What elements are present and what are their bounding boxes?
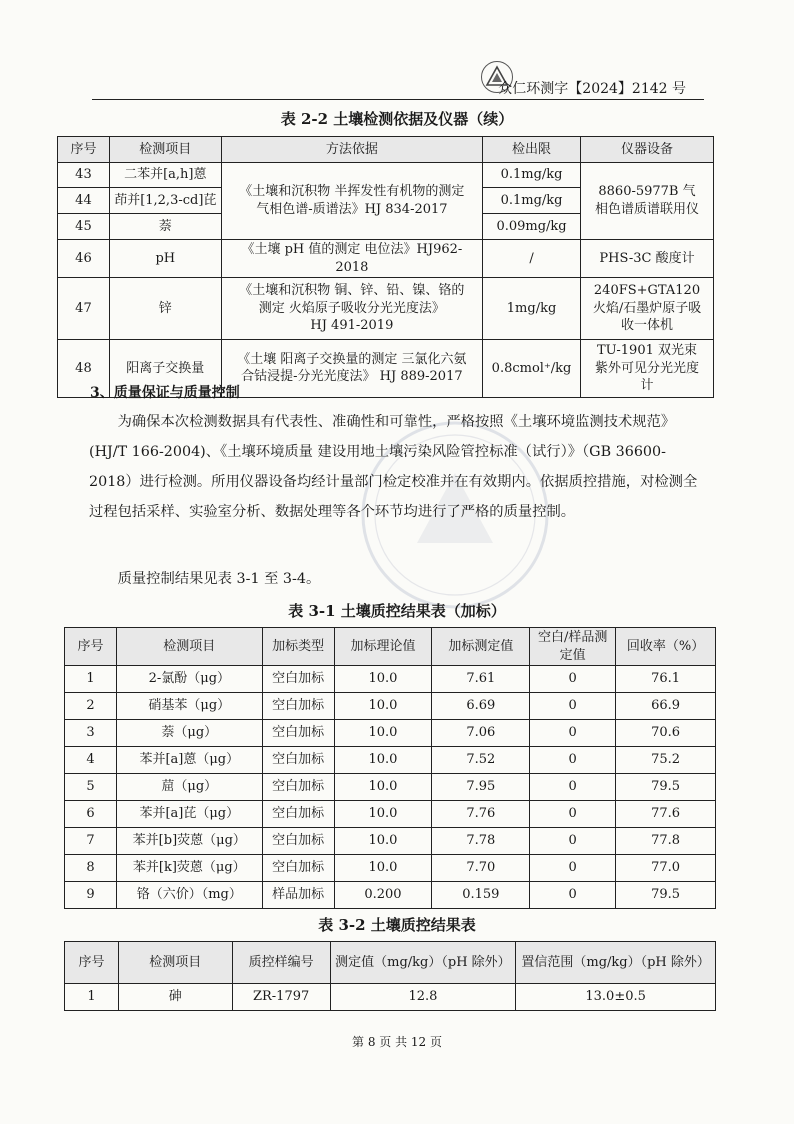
method-basis: 《土壤 pH 值的测定 电位法》HJ962-2018	[221, 240, 482, 278]
column-header: 检测项目	[118, 942, 232, 984]
table-cell: 䓛（μg）	[116, 774, 262, 801]
table-cell: ZR-1797	[232, 984, 330, 1011]
method-line: 测定 火焰原子吸收分光光度法》	[258, 300, 445, 316]
method-basis: 《土壤 阳离子交换量的测定 三氯化六氨合钴浸提-分光光度法》 HJ 889-2017	[221, 340, 482, 398]
method-line: 《土壤和沉积物 铜、锌、铅、镍、铬的	[239, 283, 465, 299]
column-header: 空白/样品测定值	[530, 628, 616, 666]
table-cell: 76.1	[616, 666, 716, 693]
table-cell: 6.69	[432, 693, 530, 720]
table-cell: 空白加标	[262, 747, 334, 774]
row-number: 48	[58, 340, 110, 398]
table-cell: 7.06	[432, 720, 530, 747]
table-cell: 样品加标	[262, 882, 334, 909]
table-cell: 79.5	[616, 774, 716, 801]
table-cell: 空白加标	[262, 693, 334, 720]
table-cell: 空白加标	[262, 828, 334, 855]
equipment: 8860-5977B 气相色谱质谱联用仪	[581, 163, 714, 240]
table-cell: 0	[530, 882, 616, 909]
table-cell: 5	[65, 774, 117, 801]
detection-limit: 0.1mg/kg	[483, 163, 581, 188]
table-cell: 75.2	[616, 747, 716, 774]
table-cell: 9	[65, 882, 117, 909]
table-cell: 2-氯酚（μg）	[116, 666, 262, 693]
column-header: 序号	[58, 137, 110, 163]
table-3-2-caption: 表 3-2 土壤质控结果表	[318, 916, 476, 934]
test-item: 二苯并[a,h]蒽	[109, 163, 221, 188]
table-row	[58, 163, 714, 188]
table-cell: 2	[65, 693, 117, 720]
table-cell: 1	[65, 984, 119, 1011]
column-header: 序号	[65, 628, 117, 666]
table-cell: 10.0	[334, 747, 432, 774]
column-header: 加标类型	[262, 628, 334, 666]
table-cell: 萘（μg）	[116, 720, 262, 747]
table-cell: 苯并[a]蒽（μg）	[116, 747, 262, 774]
table-cell: 13.0±0.5	[516, 984, 716, 1011]
table-cell: 硝基苯（μg）	[116, 693, 262, 720]
column-header: 测定值（mg/kg）（pH 除外）	[330, 942, 516, 984]
table-cell: 空白加标	[262, 801, 334, 828]
table-cell: 77.0	[616, 855, 716, 882]
table-cell: 0	[530, 720, 616, 747]
column-header: 方法依据	[221, 137, 482, 163]
equipment: PHS-3C 酸度计	[581, 240, 714, 278]
equipment	[581, 278, 714, 340]
row-number: 47	[58, 278, 110, 340]
table-cell: 0.159	[432, 882, 530, 909]
table-row	[65, 984, 716, 1011]
column-header: 序号	[65, 942, 119, 984]
table-cell: 10.0	[334, 774, 432, 801]
column-header: 回收率（%）	[616, 628, 716, 666]
table-row	[65, 720, 716, 747]
table-cell: 砷	[118, 984, 232, 1011]
page-number: 第 8 页 共 12 页	[352, 1035, 442, 1049]
column-header: 加标测定值	[432, 628, 530, 666]
document-number: 众仁环测字【2024】2142 号	[498, 81, 686, 97]
column-header: 加标理论值	[334, 628, 432, 666]
test-item: 锌	[109, 278, 221, 340]
table-cell: 0	[530, 828, 616, 855]
detection-limit: 0.1mg/kg	[483, 188, 581, 214]
table-cell: 10.0	[334, 666, 432, 693]
row-number: 46	[58, 240, 110, 278]
column-header: 检测项目	[116, 628, 262, 666]
table-row	[65, 801, 716, 828]
table-cell: 10.0	[334, 855, 432, 882]
table-cell: 空白加标	[262, 720, 334, 747]
table-cell: 苯并[a]芘（μg）	[116, 801, 262, 828]
table-cell: 铬（六价）（mg）	[116, 882, 262, 909]
column-header: 质控样编号	[232, 942, 330, 984]
table-cell: 4	[65, 747, 117, 774]
table-3-1-caption: 表 3-1 土壤质控结果表（加标）	[288, 602, 506, 620]
table-cell: 7	[65, 828, 117, 855]
table-cell: 0	[530, 801, 616, 828]
table-cell: 7.52	[432, 747, 530, 774]
table-row	[65, 828, 716, 855]
table-row	[58, 278, 714, 340]
table-cell: 66.9	[616, 693, 716, 720]
quality-control-reference: 质量控制结果见表 3-1 至 3-4。	[117, 571, 321, 587]
table-cell: 空白加标	[262, 666, 334, 693]
test-item: 萘	[109, 214, 221, 240]
table-cell: 8	[65, 855, 117, 882]
table-cell: 0	[530, 666, 616, 693]
table-row	[58, 240, 714, 278]
table-cell: 10.0	[334, 693, 432, 720]
table-cell: 0	[530, 774, 616, 801]
detection-limit: 1mg/kg	[483, 278, 581, 340]
section-heading: 3、质量保证与质量控制	[90, 385, 240, 401]
table-row	[65, 666, 716, 693]
table-cell: 7.61	[432, 666, 530, 693]
table-cell: 0.200	[334, 882, 432, 909]
detection-limit: 0.09mg/kg	[483, 214, 581, 240]
table-cell: 6	[65, 801, 117, 828]
table-2-2-caption: 表 2-2 土壤检测依据及仪器（续）	[280, 110, 514, 128]
equipment-line: 收一体机	[621, 318, 674, 334]
table-3-1	[64, 627, 716, 909]
table-cell: 空白加标	[262, 855, 334, 882]
table-2-2	[57, 136, 714, 398]
test-item: 茚并[1,2,3-cd]芘	[109, 188, 221, 214]
table-cell: 10.0	[334, 828, 432, 855]
table-row	[65, 747, 716, 774]
row-number: 43	[58, 163, 110, 188]
table-row	[65, 774, 716, 801]
test-item: pH	[109, 240, 221, 278]
equipment-line: 火焰/石墨炉原子吸	[592, 300, 702, 316]
column-header: 置信范围（mg/kg）（pH 除外）	[516, 942, 716, 984]
table-cell: 70.6	[616, 720, 716, 747]
test-item: 阳离子交换量	[109, 340, 221, 398]
table-cell: 苯并[b]荧蒽（μg）	[116, 828, 262, 855]
table-cell: 77.6	[616, 801, 716, 828]
row-number: 45	[58, 214, 110, 240]
table-3-2	[64, 941, 716, 1011]
detection-limit: /	[483, 240, 581, 278]
table-cell: 12.8	[330, 984, 516, 1011]
row-number: 44	[58, 188, 110, 214]
table-cell: 7.95	[432, 774, 530, 801]
column-header: 检测项目	[109, 137, 221, 163]
table-cell: 79.5	[616, 882, 716, 909]
method-basis	[221, 278, 482, 340]
table-cell: 77.8	[616, 828, 716, 855]
table-row	[65, 855, 716, 882]
header-rule	[92, 99, 704, 100]
method-line: HJ 491-2019	[310, 318, 394, 334]
table-cell: 0	[530, 693, 616, 720]
column-header: 仪器设备	[581, 137, 714, 163]
quality-control-paragraph: 为确保本次检测数据具有代表性、准确性和可靠性，严格按照《土壤环境监测技术规范》(HJ/T 166-2004)、《土壤环境质量 建设用地土壤污染风险管控标准（试行）》（GB 36600-2018）进行检测。所用仪器设备均经计量部门检定校准并在有效期内。依据质控措施，对检测全过程包括采样、实验室分析、数据处理等各个环节均进行了严格的质量控制。	[89, 414, 698, 520]
table-cell: 0	[530, 747, 616, 774]
column-header: 检出限	[483, 137, 581, 163]
table-cell: 10.0	[334, 720, 432, 747]
table-cell: 7.70	[432, 855, 530, 882]
equipment-line: 240FS+GTA120	[593, 283, 701, 299]
table-row	[65, 693, 716, 720]
table-cell: 空白加标	[262, 774, 334, 801]
equipment: TU-1901 双光束紫外可见分光光度计	[581, 340, 714, 398]
method-basis: 《土壤和沉积物 半挥发性有机物的测定 气相色谱-质谱法》HJ 834-2017	[221, 163, 482, 240]
table-cell: 7.78	[432, 828, 530, 855]
detection-limit: 0.8cmol⁺/kg	[483, 340, 581, 398]
table-cell: 1	[65, 666, 117, 693]
table-cell: 0	[530, 855, 616, 882]
table-cell: 10.0	[334, 801, 432, 828]
table-cell: 7.76	[432, 801, 530, 828]
table-row	[65, 882, 716, 909]
table-cell: 苯并[k]荧蒽（μg）	[116, 855, 262, 882]
table-cell: 3	[65, 720, 117, 747]
